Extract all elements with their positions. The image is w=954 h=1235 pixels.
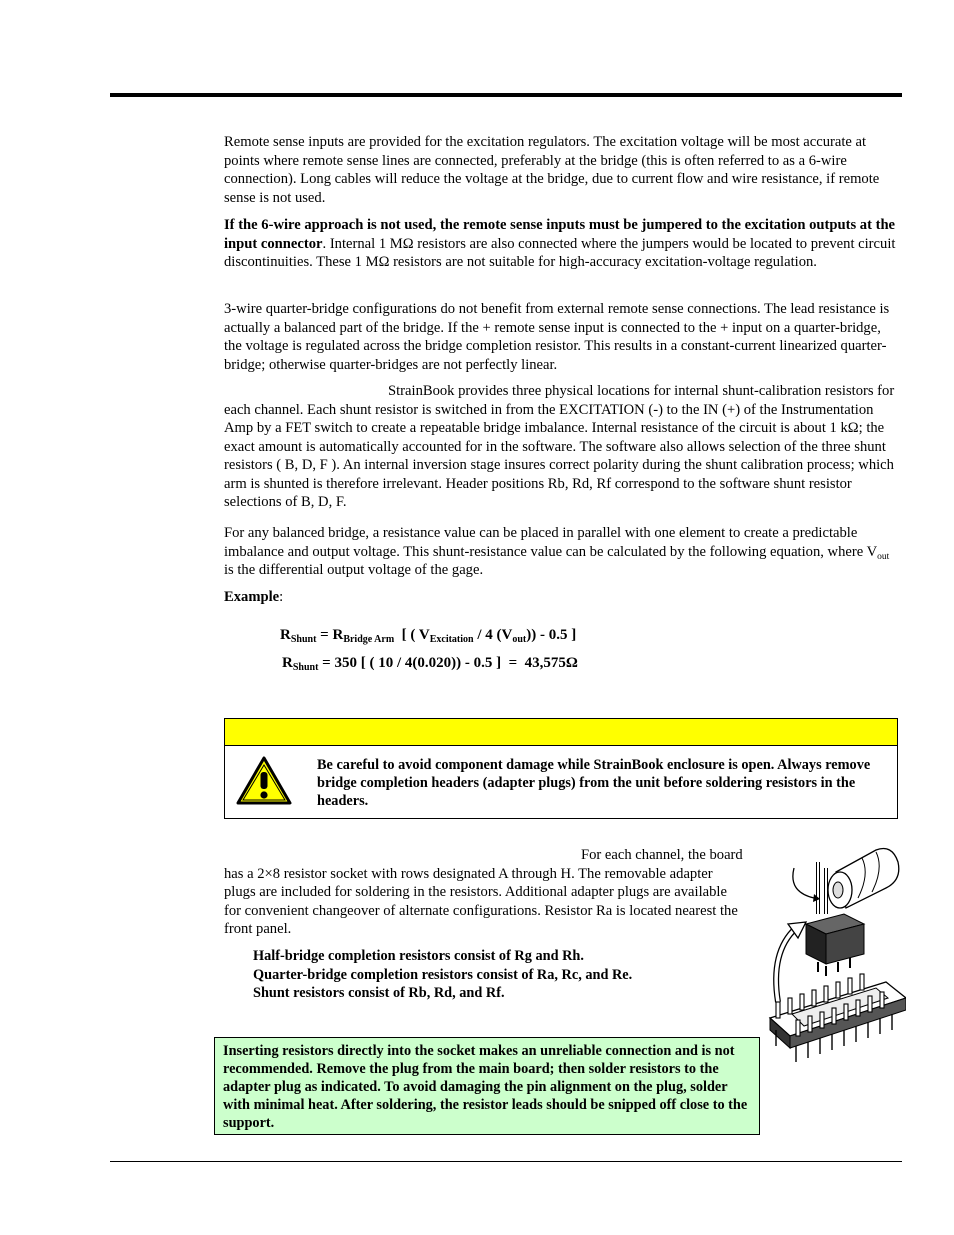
example-label: Example (224, 589, 280, 605)
eq1-equals: = (316, 627, 333, 643)
equation-shunt-formula (280, 626, 576, 645)
note-text: Inserting resistors directly into the socket makes an unreliable connection and is not recommended. Remove the plug from the main board; then solder resistors to the adapter plug as indicated. To avoid damaging the pin alignment on the plug, solder with minimal heat. After soldering, the resistor leads should be snipped off close to the support. (223, 1043, 748, 1131)
list-item: Half-bridge completion resistors consist of Rg and Rh. (253, 948, 584, 964)
eq1-div: / 4 (V (473, 627, 513, 643)
eq2-r-sub: Shunt (292, 662, 319, 673)
eq1-r: R (280, 627, 291, 643)
paragraph-resistor-socket (224, 846, 746, 939)
paragraph-six-wire (224, 216, 900, 272)
vout-subscript: out (877, 551, 890, 562)
eq1-r2-sub: Bridge Arm (343, 634, 395, 645)
resistor-socket-drawing (770, 974, 906, 1062)
adapter-plug-illustration (766, 832, 906, 1110)
socket-text-first: For each channel, the (581, 847, 706, 863)
equation-shunt-example (282, 654, 578, 673)
balanced-text-a: For any balanced bridge, a resistance value can be placed in parallel with one element to create a predictable imbalance and output voltage. This shunt-resistance value can be calculated by the following equation, where V (224, 525, 878, 560)
adapter-plug-drawing (806, 914, 864, 976)
caution-box (224, 718, 898, 819)
eq1-vout-sub: out (512, 634, 527, 645)
six-wire-warning-bold: If the 6-wire approach is not used, the remote sense inputs must be jumpered to the excitation outputs at the input connector (224, 217, 896, 252)
resistor-body-drawing (828, 849, 899, 909)
list-item: Shunt resistors consist of Rb, Rd, and Rf. (253, 985, 505, 1001)
list-item: Quarter-bridge completion resistors consist of Ra, Rc, and Re. (253, 966, 633, 983)
eq2-r: R (282, 655, 293, 671)
caution-text: Be careful to avoid component damage while StrainBook enclosure is open. Always remove bridge completion headers (adapter plugs) from the unit before soldering resistors in the headers. (317, 757, 871, 809)
six-wire-rest: . Internal 1 MΩ resistors are also connected where the jumpers would be located to prevent circuit discontinuities. These 1 MΩ resistors are not suitable for high-accuracy excitation-voltage regulation. (224, 235, 896, 270)
caution-header-bar (225, 719, 897, 746)
eq2-rest: = 350 [ ( 10 / 4(0.020)) - 0.5 ] = 43,575Ω (318, 655, 578, 671)
header-rule (110, 93, 902, 97)
resistor-list (253, 947, 632, 1003)
paragraph-remote-sense: Remote sense inputs are provided for the excitation regulators. The excitation voltage will be most accurate at points where remote sense lines are connected, preferably at the bridge (this is often referred to as a 6-wire connection). Long cables will reduce the voltage at the bridge, due to current flow and wire resistance, if remote sense is not used. (224, 134, 880, 206)
paragraph-shunt-calibration: StrainBook provides three physical locations for internal shunt-calibration resistors for each channel. Each shunt resistor is switched in from the EXCITATION (-) to the IN (+) of the Instrumentation Amp by a FET switch to create a repeatable bridge imbalance. Internal resistance of the circuit is about 1 kΩ; the exact amount is automatically accounted for in the software. The software also allows selection of the three shunt resistors ( B, D, F ). An internal inversion stage insures correct polarity during the shunt calibration process; which arm is shunted is therefore irrelevant. Header positions Rb, Rd, Rf correspond to the software shunt resistor selections of B, D, F. (224, 383, 895, 510)
paragraph-three-wire: 3-wire quarter-bridge configurations do not benefit from external remote sense connections. The lead resistance is actually a balanced part of the bridge. If the + remote sense input is connected to the + input on a quarter-bridge, the voltage is regulated across the bridge completion resistor. This results in a constant-current linearized quarter-bridge; otherwise quarter-bridges are not perfectly linear. (224, 301, 890, 373)
eq1-r2: R (332, 627, 344, 643)
eq1-tail: )) - 0.5 ] (526, 627, 577, 643)
example-heading (224, 588, 900, 607)
footer-rule (110, 1161, 902, 1162)
paragraph-balanced-bridge (224, 524, 900, 580)
eq1-mid: [ ( V (394, 627, 430, 643)
example-colon: : (279, 589, 284, 605)
note-box (214, 1037, 760, 1135)
eq1-v-sub: Excitation (429, 634, 474, 645)
warning-triangle-icon (235, 755, 293, 813)
balanced-text-b: is the differential output voltage of the gage. (224, 562, 484, 578)
socket-text-rest: board has a 2×8 resistor socket with rows designated A through H. The removable adapter plugs are included for soldering in the resistors. Additional adapter plugs are available for convenient changeover of alternate configurations. Resistor Ra is located nearest the front panel. (224, 847, 743, 937)
eq1-r-sub: Shunt (290, 634, 317, 645)
